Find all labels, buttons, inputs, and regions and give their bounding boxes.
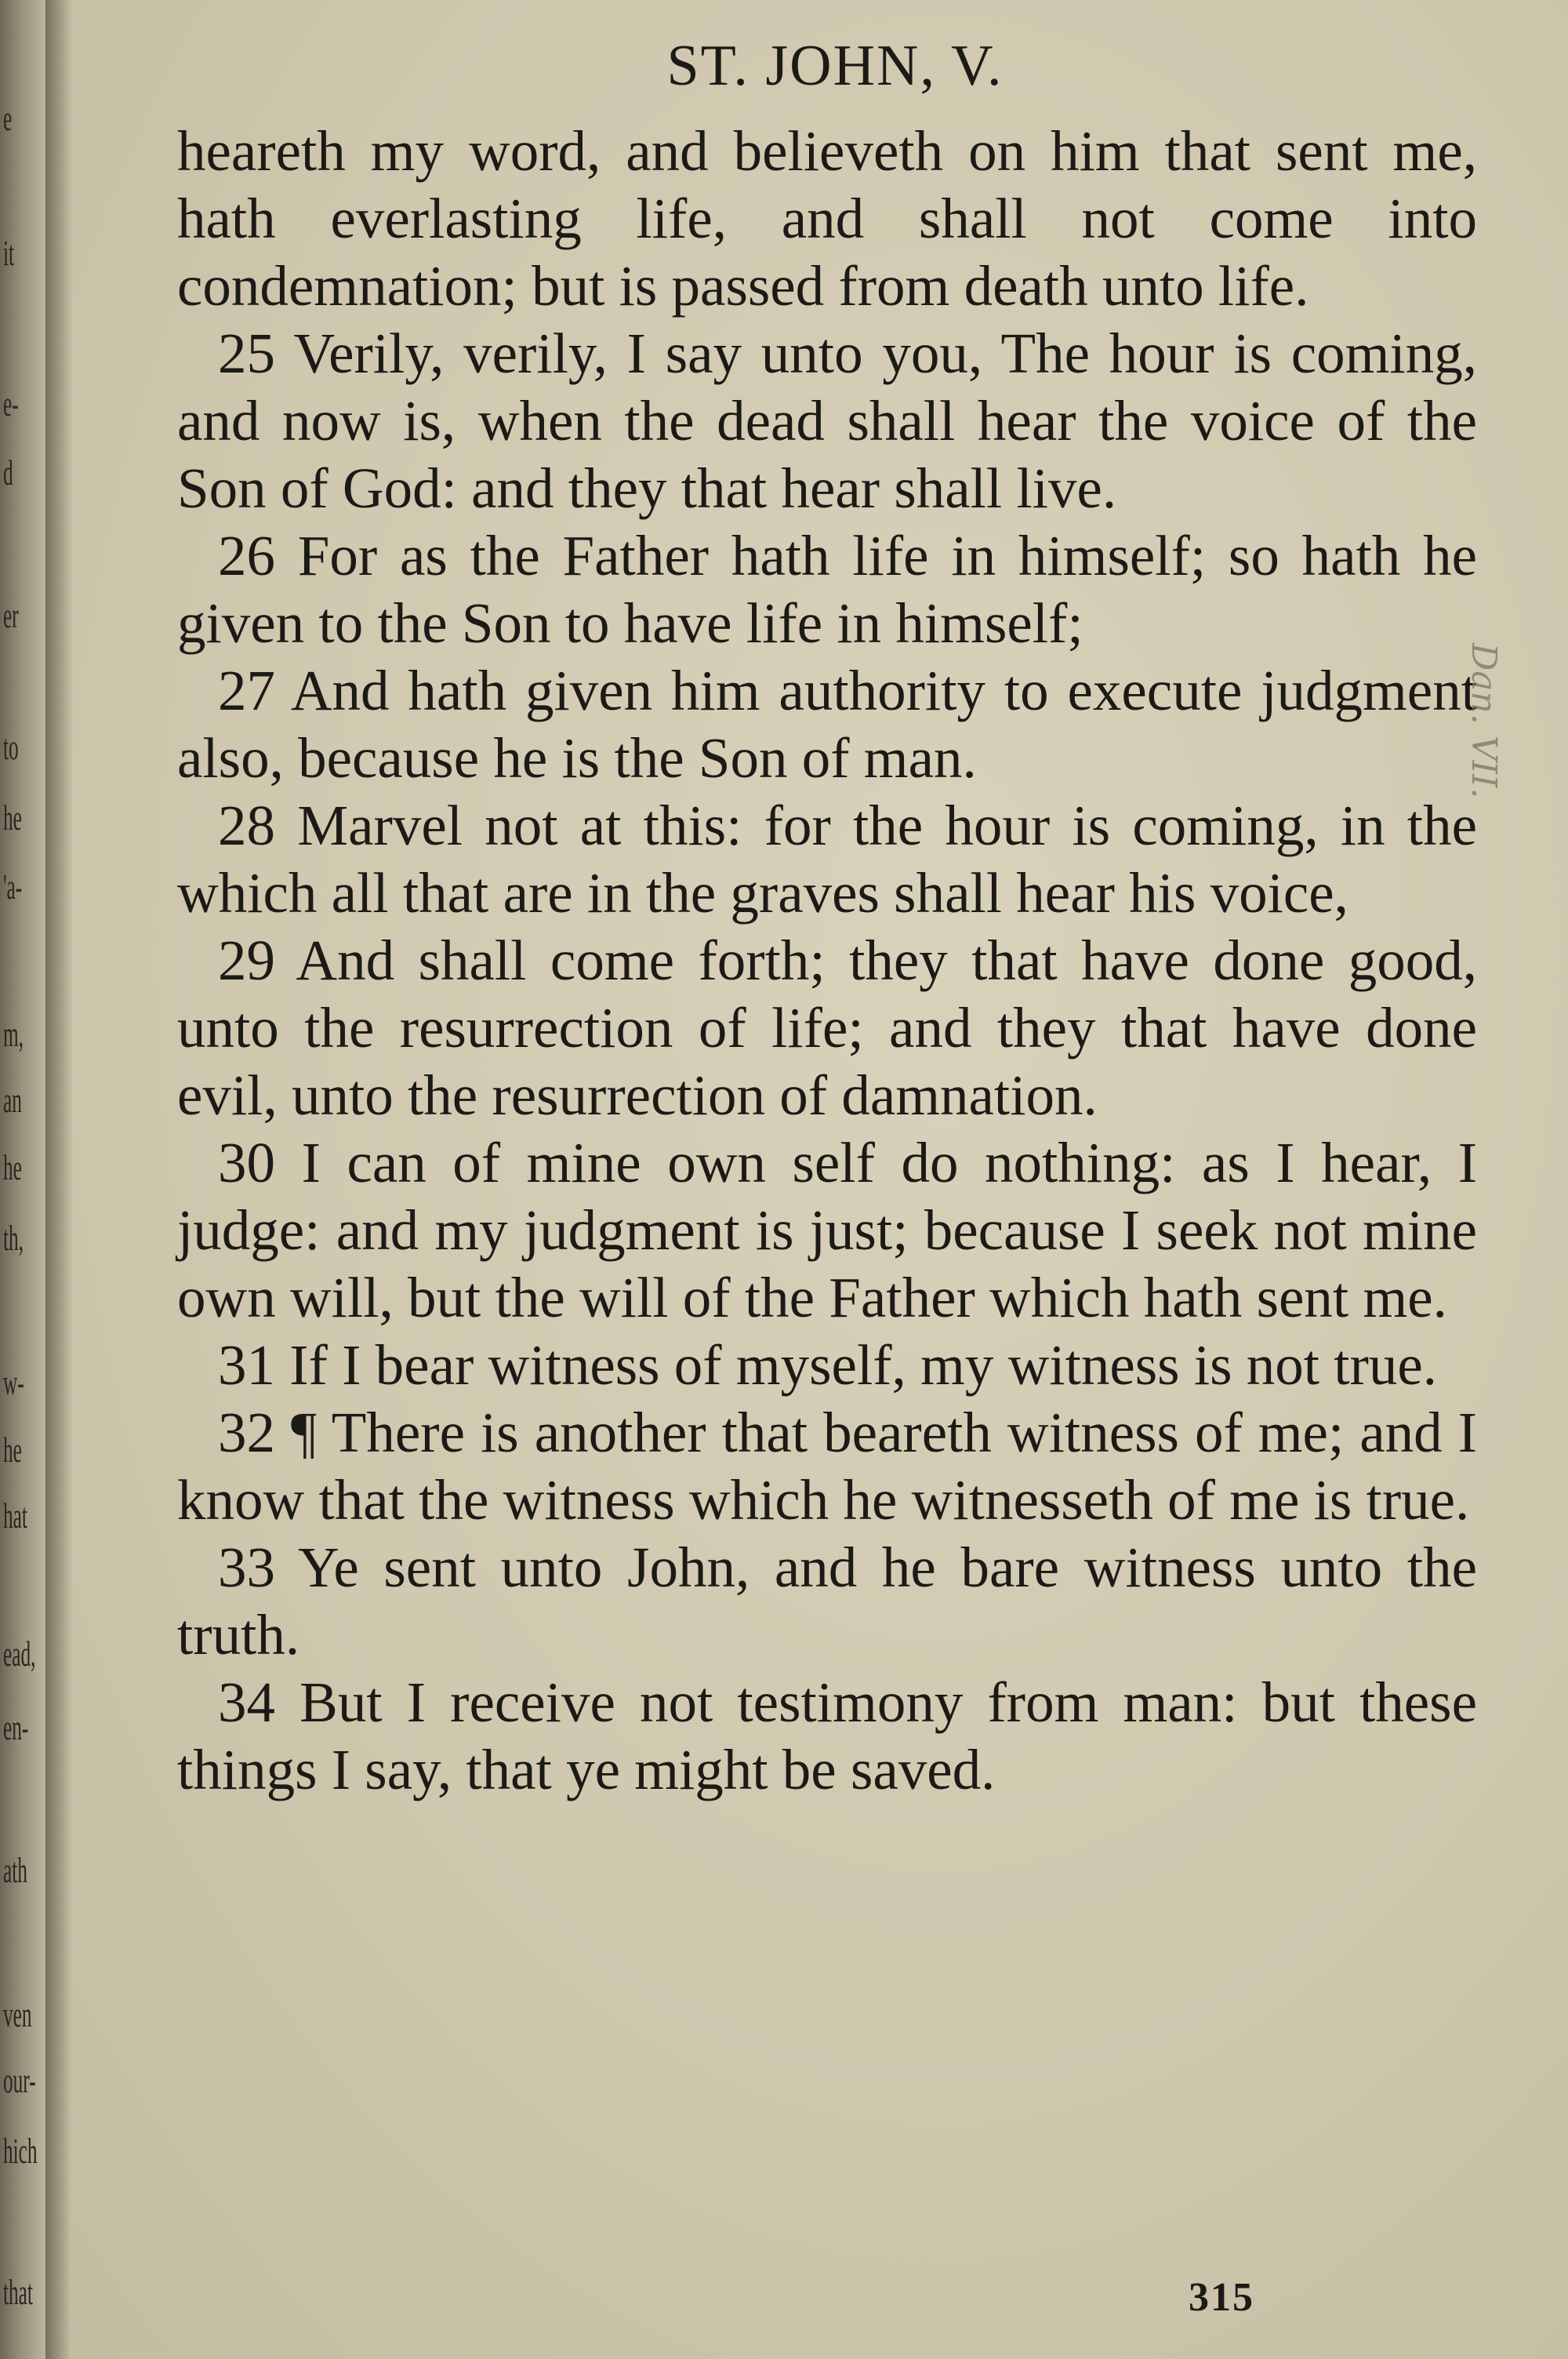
running-header: ST. JOHN, V. — [666, 34, 1004, 98]
facing-fragment: it — [3, 233, 15, 273]
facing-fragment: e — [3, 98, 13, 138]
facing-fragment: ven — [3, 1994, 32, 2034]
facing-fragment: that — [3, 2272, 33, 2312]
facing-fragment: an — [3, 1080, 22, 1120]
facing-fragment: ath — [3, 1850, 27, 1890]
paragraph: heareth my word, and believeth on him that sent me, hath everlasting life, and shall not come into condemnation; but is passed from death unto life. — [177, 119, 1477, 318]
facing-fragment: he — [3, 1147, 22, 1187]
verse-29: 29 And shall come forth; they that have done good, unto the resurrection of life; and they that have done evil, unto the resurrection of damnation. — [177, 929, 1477, 1127]
verse-27: 27 And hath given him authority to execute judgment also, because he is the Son of man. — [177, 659, 1477, 790]
verse-28: 28 Marvel not at this: for the hour is coming, in the which all that are in the graves shall hear his voice, — [177, 794, 1477, 925]
facing-fragment: 'a- — [3, 867, 23, 907]
facing-fragment: th, — [3, 1218, 24, 1258]
verse-30: 30 I can of mine own self do nothing: as I hear, I judge: and my judgment is just; because I seek not mine own will, but the will of the Father which hath sent me. — [177, 1131, 1477, 1329]
verse-26: 26 For as the Father hath life in himself; so hath he given to the Son to have life in himself; — [177, 524, 1477, 655]
verse-25: 25 Verily, verily, I say unto you, The hour is coming, and now is, when the dead shall hear the voice of the Son of God: and they that hear shall live. — [177, 322, 1477, 520]
verse-32: 32 ¶ There is another that beareth witness of me; and I know that the witness which he witnesseth of me is true. — [177, 1401, 1477, 1532]
facing-fragment: hat — [3, 1496, 27, 1536]
facing-fragment: d — [3, 453, 13, 493]
facing-fragment: he — [3, 798, 22, 838]
facing-fragment: en- — [3, 1707, 29, 1747]
verse-34: 34 But I receive not testimony from man: but these things I say, that ye might be saved. — [177, 1670, 1477, 1801]
facing-fragment: he — [3, 1430, 22, 1470]
facing-fragment: hich — [3, 2131, 38, 2171]
verse-31: 31 If I bear witness of myself, my witness is not true. — [218, 1333, 1438, 1397]
facing-fragment: e- — [3, 383, 19, 423]
facing-fragment: ead, — [3, 1634, 36, 1674]
facing-fragment: our- — [3, 2060, 36, 2100]
gutter-shadow — [45, 0, 72, 2359]
verse-33: 33 Ye sent unto John, and he bare witness unto the truth. — [177, 1536, 1477, 1667]
handwritten-margin-note: Dan. VII. — [1464, 643, 1504, 799]
facing-fragment: er — [3, 595, 19, 635]
facing-fragment: w- — [3, 1362, 24, 1402]
facing-fragment: to — [3, 727, 19, 767]
page-number: 315 — [1189, 2275, 1254, 2320]
body-text — [177, 118, 1477, 1804]
facing-fragment: m, — [3, 1014, 24, 1054]
